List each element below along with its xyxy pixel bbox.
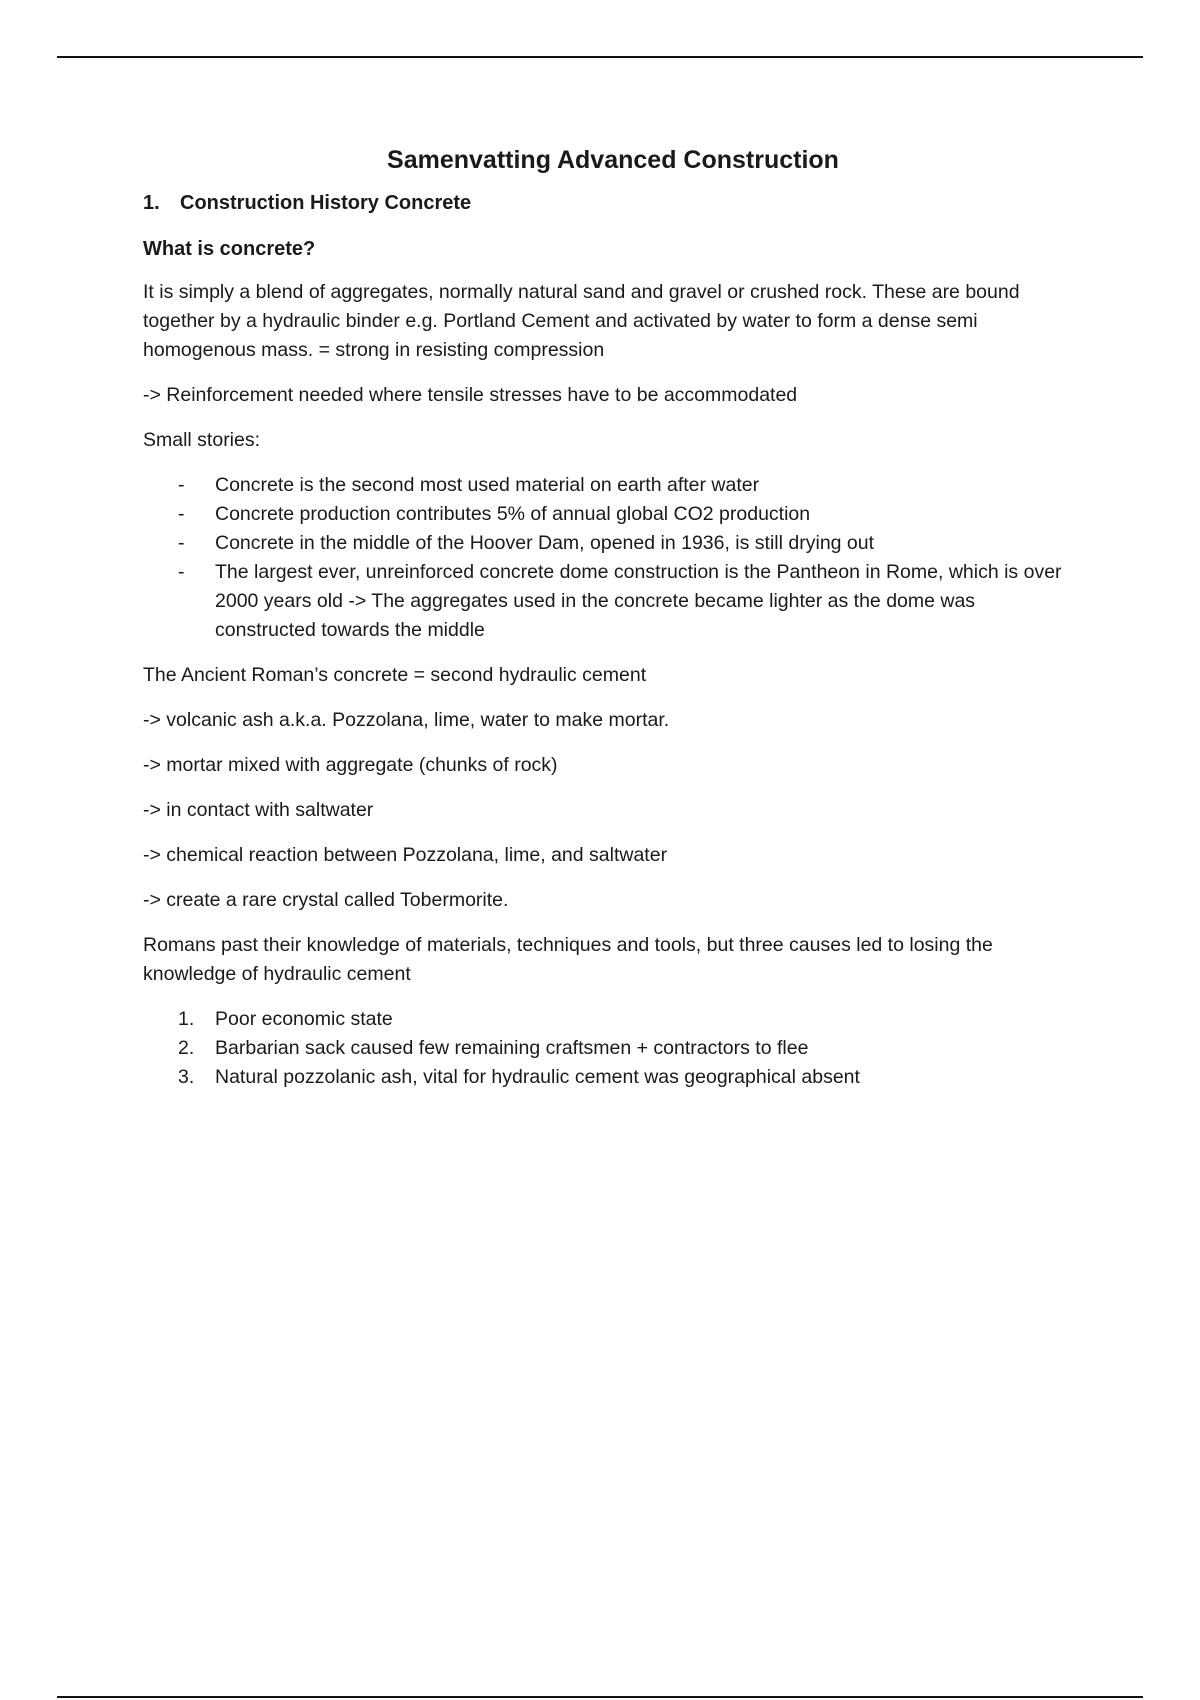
causes-intro: Romans past their knowledge of materials, techniques and tools, but three causes led to losing the knowledge of hydraulic cement	[143, 934, 993, 985]
section-number: 1.	[143, 192, 160, 214]
list-item	[143, 500, 1063, 529]
small-stories-list	[143, 471, 1063, 645]
dash-marker: -	[178, 474, 185, 496]
section-title: Construction History Concrete	[180, 192, 472, 214]
list-item	[143, 1034, 1063, 1063]
roman-concrete-line: -> create a rare crystal called Tobermorite.	[143, 889, 509, 911]
roman-concrete-line: The Ancient Roman’s concrete = second hydraulic cement	[143, 664, 647, 686]
dash-marker: -	[178, 503, 185, 525]
dash-marker: -	[178, 532, 185, 554]
list-item	[143, 1005, 1063, 1034]
dash-marker: -	[178, 561, 185, 583]
list-item-text: Barbarian sack caused few remaining craftsmen + contractors to flee	[215, 1037, 809, 1059]
intro-paragraph: It is simply a blend of aggregates, normally natural sand and gravel or crushed rock. These are bound together by a hydraulic binder e.g. Portland Cement and activated by water to form a dense semi homogenous mass. = strong in resisting compression	[143, 281, 1020, 361]
reinforcement-line: -> Reinforcement needed where tensile stresses have to be accommodated	[143, 384, 798, 406]
roman-concrete-line: -> volcanic ash a.k.a. Pozzolana, lime, water to make mortar.	[143, 709, 670, 731]
subheading-what-is-concrete: What is concrete?	[143, 238, 316, 260]
list-number: 3.	[178, 1066, 195, 1088]
causes-list	[143, 1005, 1063, 1092]
roman-concrete-line: -> chemical reaction between Pozzolana, lime, and saltwater	[143, 844, 668, 866]
roman-concrete-line: -> in contact with saltwater	[143, 799, 374, 821]
document-body	[143, 143, 1063, 1108]
list-item	[143, 558, 1063, 645]
list-item-text: Concrete production contributes 5% of annual global CO2 production	[215, 503, 811, 525]
document-title: Samenvatting Advanced Construction	[387, 146, 839, 174]
header-rule	[57, 56, 1143, 58]
list-item-text: Concrete in the middle of the Hoover Dam, opened in 1936, is still drying out	[215, 532, 875, 554]
footer-rule	[57, 1696, 1143, 1698]
list-item	[143, 471, 1063, 500]
small-stories-label: Small stories:	[143, 429, 261, 451]
list-item	[143, 1063, 1063, 1092]
list-number: 2.	[178, 1037, 195, 1059]
list-item-text: Concrete is the second most used material on earth after water	[215, 474, 760, 496]
list-item-text: Natural pozzolanic ash, vital for hydraulic cement was geographical absent	[215, 1066, 860, 1088]
section-heading	[143, 189, 1063, 218]
list-item	[143, 529, 1063, 558]
list-item-text: The largest ever, unreinforced concrete dome construction is the Pantheon in Rome, which is over 2000 years old -> The aggregates used in the concrete became lighter as the dome was constructed towards the middle	[215, 561, 1062, 641]
list-number: 1.	[178, 1008, 195, 1030]
roman-concrete-line: -> mortar mixed with aggregate (chunks of rock)	[143, 754, 558, 776]
list-item-text: Poor economic state	[215, 1008, 393, 1030]
